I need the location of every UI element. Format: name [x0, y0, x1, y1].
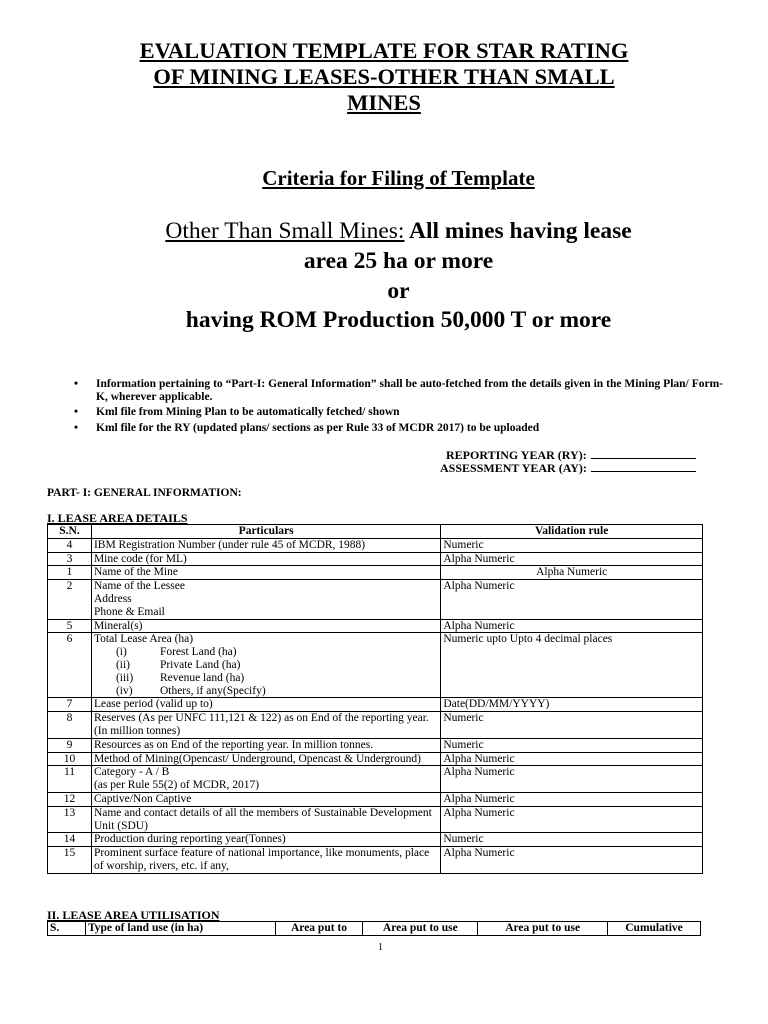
definition-line-1: [0, 218, 768, 245]
bullet-text: Information pertaining to “Part-I: General Information” shall be auto-fetched from the details given in the Mining Plan/ Form-K, wherever applicable.: [96, 378, 723, 403]
particulars-line: Prominent surface feature of national importance, like monuments, place of worship, rivers, etc. if any,: [93, 847, 430, 872]
table-row: [48, 552, 703, 566]
table-row: [48, 698, 703, 712]
header-sn: S.N.: [48, 525, 92, 539]
table-row: [48, 847, 703, 874]
assessment-year-label: ASSESSMENT YEAR (AY):: [440, 461, 587, 475]
header-area-put-to-use-2: Area put to use: [478, 922, 608, 936]
sub-item-label: Forest Land (ha): [159, 646, 237, 659]
sub-item-label: Others, if any(Specify): [159, 684, 266, 697]
particulars-line: Resources as on End of the reporting year. In million tonnes.: [93, 738, 374, 751]
sub-item: [94, 659, 438, 672]
particulars-line: Production during reporting year(Tonnes): [93, 833, 286, 846]
cell-particulars: [91, 847, 440, 874]
section-1-heading: I. LEASE AREA DETAILS: [47, 511, 188, 525]
cell-validation-rule: Alpha Numeric: [441, 792, 703, 806]
cell-sn: 8: [48, 712, 92, 739]
bullet-icon: •: [74, 422, 79, 434]
header-type-of-land-use: Type of land use (in ha): [85, 922, 275, 936]
definition-line-2: area 25 ha or more: [303, 248, 494, 274]
sub-item-number: (ii): [115, 658, 131, 671]
sub-item-number: (iii): [115, 671, 134, 684]
sub-item: [94, 672, 438, 685]
bullet-text: Kml file for the RY (updated plans/ sections as per Rule 33 of MCDR 2017) to be uploaded: [96, 422, 540, 434]
reporting-year-label: REPORTING YEAR (RY):: [446, 448, 587, 462]
title-line-1: EVALUATION TEMPLATE FOR STAR RATING: [139, 38, 629, 63]
page-number: 1: [378, 942, 383, 953]
definition-line-3: or: [387, 278, 410, 304]
cell-validation-rule: Alpha Numeric: [441, 847, 703, 874]
cell-sn: 4: [48, 538, 92, 552]
header-s: S.: [48, 922, 86, 936]
particulars-line: Phone & Email: [93, 605, 165, 618]
cell-sn: 6: [48, 633, 92, 698]
document-title: [60, 38, 708, 116]
definition-label: Other Than Small Mines:: [165, 218, 405, 244]
cell-sn: 10: [48, 752, 92, 766]
title-line-3: MINES: [347, 90, 421, 115]
bullet-item-3: [74, 422, 723, 435]
table-row: [48, 792, 703, 806]
particulars-line: IBM Registration Number (under rule 45 of MCDR, 1988): [93, 538, 366, 551]
sub-item-number: (iv): [115, 684, 133, 697]
particulars-line: Mine code (for ML): [93, 552, 187, 565]
land-use-table: [47, 921, 701, 936]
cell-sn: 2: [48, 580, 92, 619]
header-validation-rule: Validation rule: [441, 525, 703, 539]
cell-particulars: [91, 552, 440, 566]
cell-particulars: [91, 712, 440, 739]
header-area-put-to-use-1: Area put to use: [363, 922, 478, 936]
particulars-line: Name of the Lessee: [93, 580, 185, 593]
section-2-heading: II. LEASE AREA UTILISATION: [47, 908, 220, 922]
sub-item: [94, 646, 438, 659]
cell-validation-rule: Alpha Numeric: [441, 552, 703, 566]
table-header-row: [48, 922, 701, 936]
cell-particulars: [91, 792, 440, 806]
cell-particulars: [91, 580, 440, 619]
table-row: [48, 580, 703, 619]
particulars-line: Total Lease Area (ha): [93, 633, 194, 646]
cell-validation-rule: Numeric: [441, 712, 703, 739]
definition-line-4: having ROM Production 50,000 T or more: [185, 307, 612, 333]
cell-particulars: [91, 806, 440, 833]
cell-sn: 3: [48, 552, 92, 566]
cell-sn: 15: [48, 847, 92, 874]
cell-particulars: [91, 766, 440, 793]
cell-particulars: [91, 833, 440, 847]
cell-particulars: [91, 752, 440, 766]
particulars-line: Reserves (As per UNFC 111,121 & 122) as on End of the reporting year. (In million tonnes): [93, 712, 429, 737]
bullet-item-1: [74, 378, 723, 404]
particulars-line: Lease period (valid up to): [93, 698, 213, 711]
cell-sn: 1: [48, 566, 92, 580]
cell-validation-rule: Numeric: [441, 538, 703, 552]
particulars-line: Mineral(s): [93, 619, 143, 632]
cell-validation-rule: Alpha Numeric: [441, 619, 703, 633]
cell-particulars: [91, 619, 440, 633]
bullet-text: Kml file from Mining Plan to be automatically fetched/ shown: [96, 406, 400, 418]
cell-validation-rule: Alpha Numeric: [441, 580, 703, 619]
table-row: [48, 712, 703, 739]
table-row: [48, 619, 703, 633]
lease-area-table: [47, 524, 703, 874]
cell-sn: 9: [48, 738, 92, 752]
bullet-icon: •: [74, 378, 79, 390]
cell-validation-rule: Numeric: [441, 833, 703, 847]
cell-particulars: [91, 698, 440, 712]
particulars-line: Name and contact details of all the members of Sustainable Development Unit (SDU): [93, 806, 432, 832]
bullet-icon: •: [74, 406, 79, 418]
cell-sn: 14: [48, 833, 92, 847]
particulars-line: Category - A / B: [93, 766, 170, 779]
bullet-item-2: [74, 406, 723, 419]
cell-validation-rule: Date(DD/MM/YYYY): [441, 698, 703, 712]
reporting-year-blank[interactable]: [591, 458, 696, 459]
title-line-2: OF MINING LEASES-OTHER THAN SMALL: [153, 64, 615, 89]
table-row: [48, 752, 703, 766]
sub-item-label: Private Land (ha): [159, 658, 241, 671]
particulars-line: Captive/Non Captive: [93, 792, 192, 805]
part-heading: PART- I: GENERAL INFORMATION:: [47, 487, 242, 499]
table-header-row: [48, 525, 703, 539]
cell-sn: 11: [48, 766, 92, 793]
cell-validation-rule: Numeric upto Upto 4 decimal places: [441, 633, 703, 698]
cell-validation-rule: Alpha Numeric: [441, 766, 703, 793]
cell-validation-rule: Numeric: [441, 738, 703, 752]
table-row: [48, 766, 703, 793]
assessment-year-row: [440, 461, 696, 476]
cell-particulars: [91, 538, 440, 552]
table-row: [48, 566, 703, 580]
table-row: [48, 833, 703, 847]
header-particulars: Particulars: [91, 525, 440, 539]
header-area-put-to: Area put to: [275, 922, 363, 936]
table-row: [48, 738, 703, 752]
particulars-line: Address: [93, 592, 132, 605]
definition-text-1: All mines having lease: [404, 218, 632, 244]
assessment-year-blank[interactable]: [591, 471, 696, 472]
table-row: [48, 806, 703, 833]
particulars-line: (as per Rule 55(2) of MCDR, 2017): [93, 779, 260, 792]
particulars-line: Method of Mining(Opencast/ Underground, Opencast & Underground): [93, 752, 421, 765]
cell-sn: 5: [48, 619, 92, 633]
criteria-heading: Criteria for Filing of Template: [262, 166, 535, 190]
header-cumulative: Cumulative: [608, 922, 701, 936]
cell-validation-rule: Alpha Numeric: [441, 752, 703, 766]
cell-sn: 7: [48, 698, 92, 712]
cell-particulars: [91, 633, 440, 698]
cell-particulars: [91, 566, 440, 580]
particulars-line: Name of the Mine: [93, 566, 178, 579]
sub-item: [94, 685, 438, 698]
cell-sn: 13: [48, 806, 92, 833]
table-row: [48, 538, 703, 552]
cell-validation-rule: Alpha Numeric: [441, 806, 703, 833]
sub-item-number: (i): [115, 646, 127, 659]
table-row: [48, 633, 703, 698]
cell-sn: 12: [48, 792, 92, 806]
cell-validation-rule: Alpha Numeric: [441, 566, 703, 580]
sub-item-label: Revenue land (ha): [159, 671, 245, 684]
cell-particulars: [91, 738, 440, 752]
